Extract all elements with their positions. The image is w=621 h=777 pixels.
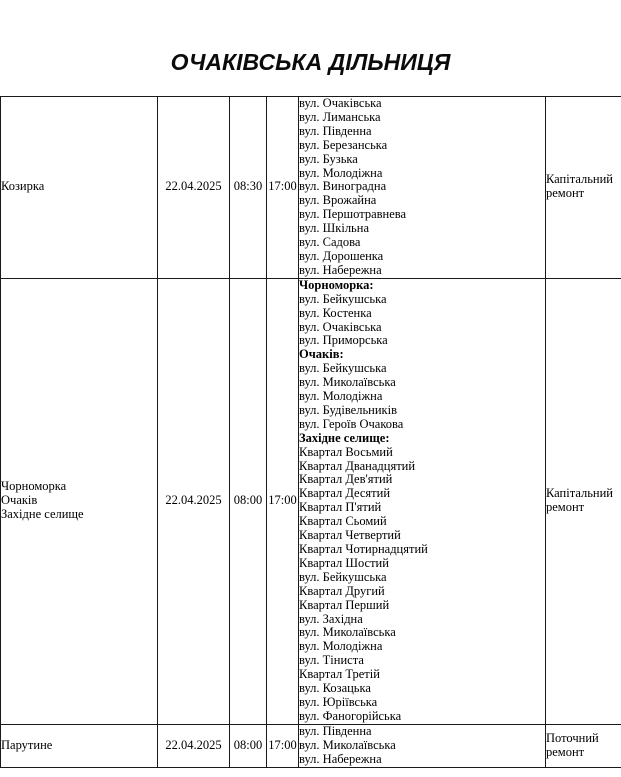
settlement-header: Очаків: (299, 347, 344, 362)
street-item: вул. Молодіжна (299, 165, 383, 180)
street-item: вул. Лиманська (299, 109, 381, 124)
street-item: Квартал Третій (299, 667, 380, 682)
street-item: вул. Юріївська (299, 694, 378, 709)
settlement-header: Чорноморка: (299, 278, 374, 292)
street-item: вул. Садова (299, 235, 361, 250)
street-item: Квартал Дванадцятий (299, 458, 416, 473)
location-line: Очаків (1, 493, 38, 508)
street-item: Квартал Шостий (299, 555, 389, 570)
street-item: вул. Південна (299, 724, 372, 738)
street-item: вул. Молодіжна (299, 639, 383, 654)
street-item: Квартал Сьомий (299, 514, 387, 529)
street-item: вул. Приморська (299, 333, 388, 348)
table-row (1, 724, 621, 767)
street-item: вул. Шкільна (299, 221, 369, 236)
streets-cell (299, 278, 546, 724)
date-cell: 22.04.2025 (158, 278, 230, 724)
page-title: ОЧАКІВСЬКА ДІЛЬНИЦЯ (170, 49, 451, 75)
end-time-cell: 17:00 (267, 278, 299, 724)
street-item: Квартал Дев'ятий (299, 472, 393, 487)
street-item: вул. Миколаївська (299, 625, 396, 640)
street-item: вул. Західна (299, 611, 363, 626)
street-item: вул. Бейкушська (299, 291, 387, 306)
start-time-cell: 08:30 (230, 97, 267, 279)
street-item: Квартал П'ятий (299, 500, 382, 515)
street-item: вул. Бузька (299, 151, 358, 166)
location-cell (1, 278, 158, 724)
work-type-cell: Капітальний ремонт (546, 278, 621, 724)
street-item: вул. Південна (299, 123, 372, 138)
street-item: Квартал Другий (299, 583, 385, 598)
outage-schedule-table (0, 96, 621, 768)
location-line: Чорноморка (1, 479, 67, 494)
street-item: вул. Бейкушська (299, 569, 387, 584)
street-item: вул. Будівельників (299, 402, 397, 417)
table-row (1, 97, 621, 279)
street-item: вул. Набережна (299, 751, 382, 766)
work-type-cell: Поточний ремонт (546, 724, 621, 767)
streets-cell (299, 97, 546, 279)
location-cell (1, 97, 158, 279)
street-item: вул. Молодіжна (299, 389, 383, 404)
outage-table-body (1, 97, 621, 768)
street-item: вул. Тіниста (299, 653, 364, 668)
location-line: Парутине (1, 737, 53, 752)
street-item: вул. Березанська (299, 137, 388, 152)
street-item: Квартал Восьмий (299, 444, 393, 459)
settlement-header: Західне селище: (299, 430, 390, 445)
location-line: Козирка (1, 179, 45, 194)
street-item: Квартал Перший (299, 597, 390, 612)
street-item: вул. Набережна (299, 262, 382, 277)
street-item: Квартал Четвертий (299, 528, 401, 543)
work-type-cell: Капітальний ремонт (546, 97, 621, 279)
street-item: вул. Першотравнева (299, 207, 407, 222)
date-cell: 22.04.2025 (158, 724, 230, 767)
street-item: вул. Врожайна (299, 193, 377, 208)
location-cell (1, 724, 158, 767)
street-item: Квартал Чотирнадцятий (299, 542, 428, 556)
street-item: вул. Героїв Очакова (299, 416, 404, 431)
streets-cell (299, 724, 546, 767)
street-item: вул. Костенка (299, 305, 372, 320)
street-item: вул. Очаківська (299, 319, 382, 334)
end-time-cell: 17:00 (267, 724, 299, 767)
street-item: вул. Фаногорійська (299, 708, 402, 723)
street-item: вул. Козацька (299, 681, 371, 696)
start-time-cell: 08:00 (230, 724, 267, 767)
street-item: вул. Бейкушська (299, 361, 387, 376)
street-item: вул. Виноградна (299, 179, 387, 194)
street-item: вул. Миколаївська (299, 375, 396, 390)
start-time-cell: 08:00 (230, 278, 267, 724)
end-time-cell: 17:00 (267, 97, 299, 279)
location-line: Західне селище (1, 507, 84, 522)
street-item: Квартал Десятий (299, 486, 391, 501)
table-row (1, 278, 621, 724)
street-item: вул. Очаківська (299, 96, 382, 110)
street-item: вул. Миколаївська (299, 737, 396, 752)
street-item: вул. Дорошенка (299, 248, 384, 263)
date-cell: 22.04.2025 (158, 97, 230, 279)
